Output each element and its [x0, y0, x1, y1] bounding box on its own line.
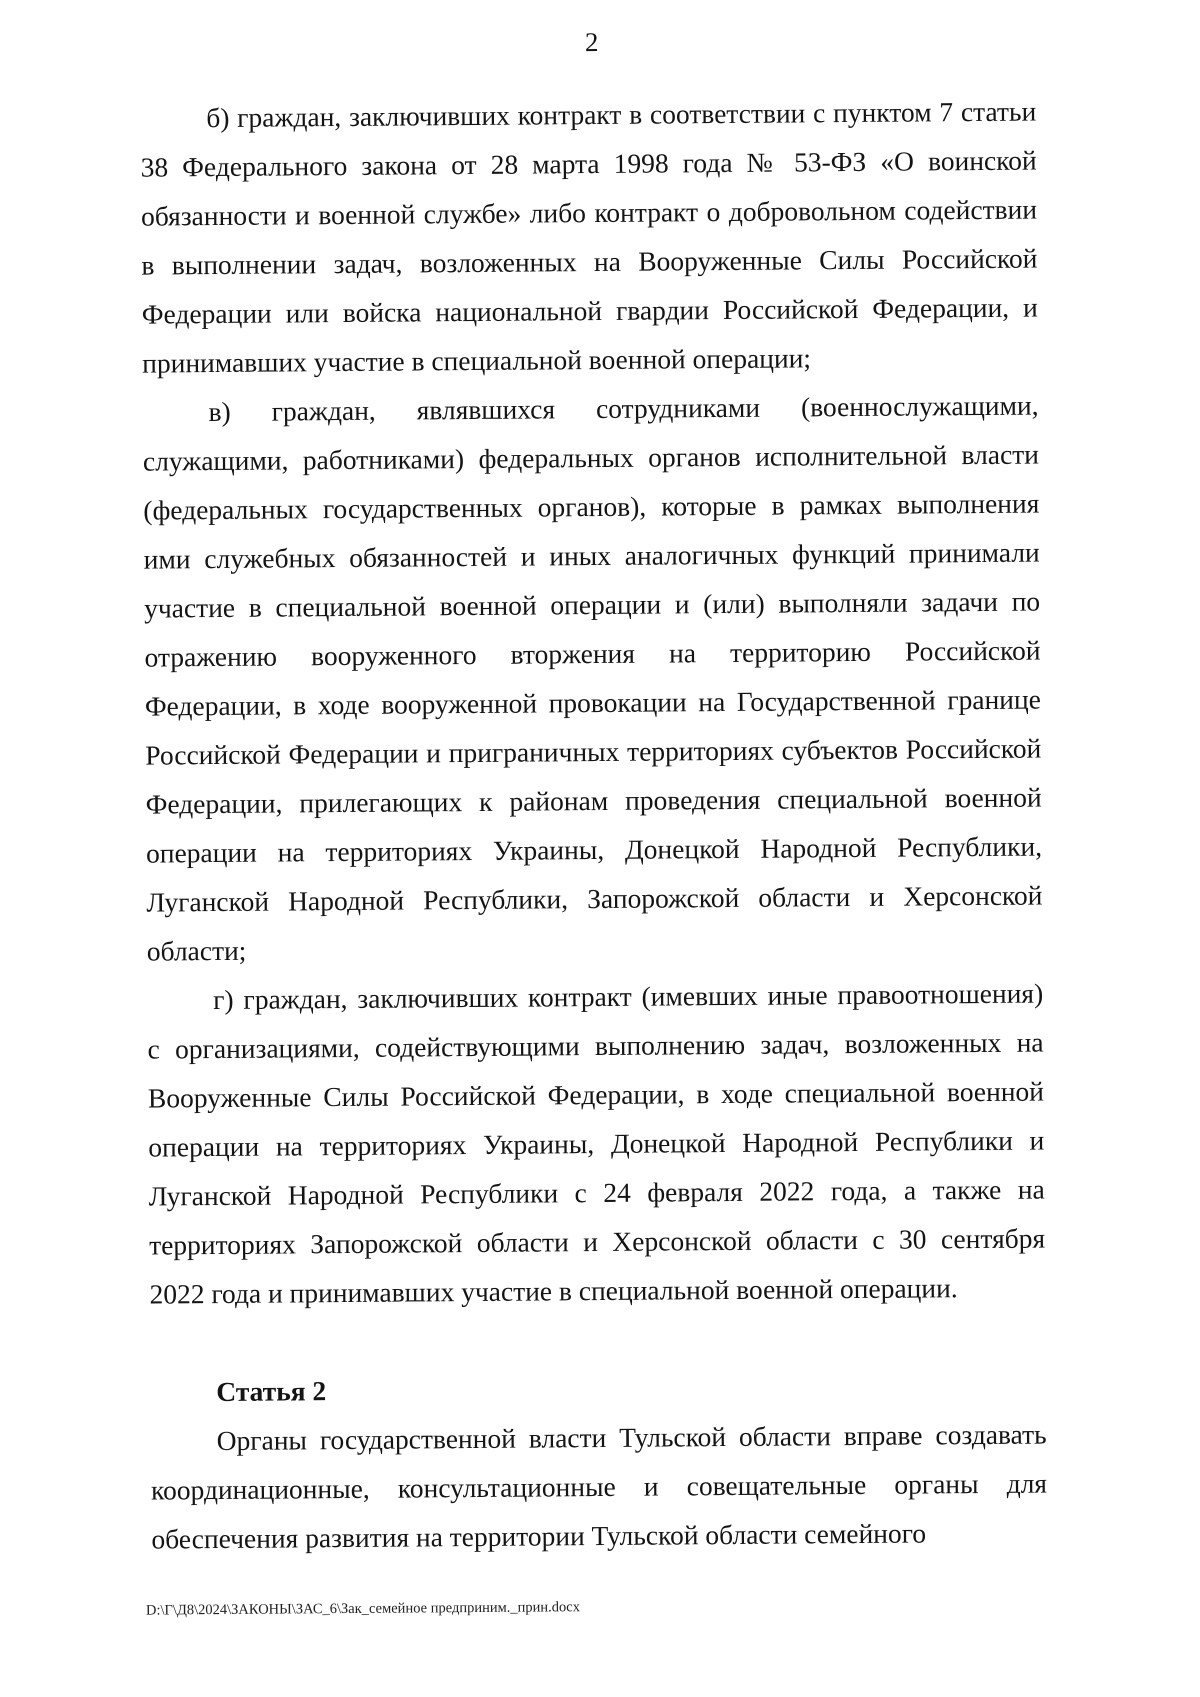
paragraph-b: б) граждан, заключивших контракт в соответствии с пунктом 7 статьи 38 Федерального закона от 28 марта 1998 года № 53-ФЗ «О воинской обязанности и военной службе» либо контракт о добровольном содействии в выполнении задач, возложенных на Вооруженные Силы Российской Федерации или войска национальной гвардии Российской Федерации, и принимавших участие в специальной военной операции; [140, 95, 1038, 379]
paragraph-v: в) граждан, являвшихся сотрудниками (военнослужащими, служащими, работниками) федеральных органов исполнительной власти (федеральных государственных органов), которые в рамках выполнения ими служебных обязанностей и иных аналогичных функций принимали участие в специальной военной операции и (или) выполняли задачи по отражению вооруженного вторжения на территорию Российской Федерации, в ходе вооруженной провокации на Государственной границе Российской Федерации и приграничных территориях субъектов Российской Федерации, прилегающих к районам проведения специальной военной операции на территориях Украины, Донецкой Народной Республики, Луганской Народной Республики, Запорожской области и Херсонской области; [142, 389, 1043, 967]
paragraph-g: г) граждан, заключивших контракт (имевших иные правоотношения) с организациями, содействующими выполнению задач, возложенных на Вооруженные Силы Российской Федерации, в ходе специальной военной операции на территориях Украины, Донецкой Народной Республики и Луганской Народной Республики с 24 февраля 2022 года, а также на территориях Запорожской области и Херсонской области с 30 сентября 2022 года и принимавших участие в специальной военной операции. [147, 977, 1046, 1310]
article-2-text: Органы государственной власти Тульской области вправе создавать координационные, консультационные и совещательные органы для обеспечения развития на территории Тульской области семейного [150, 1418, 1048, 1555]
page-number: 2 [584, 26, 599, 58]
document-body [140, 87, 1048, 1564]
footer-file-path: D:\Г\Д8\2024\ЗАКОНЫ\ЗАС_6\Зак_семейное предприним._прин.docx [145, 1599, 581, 1619]
article-2-heading: Статья 2 [216, 1375, 327, 1408]
